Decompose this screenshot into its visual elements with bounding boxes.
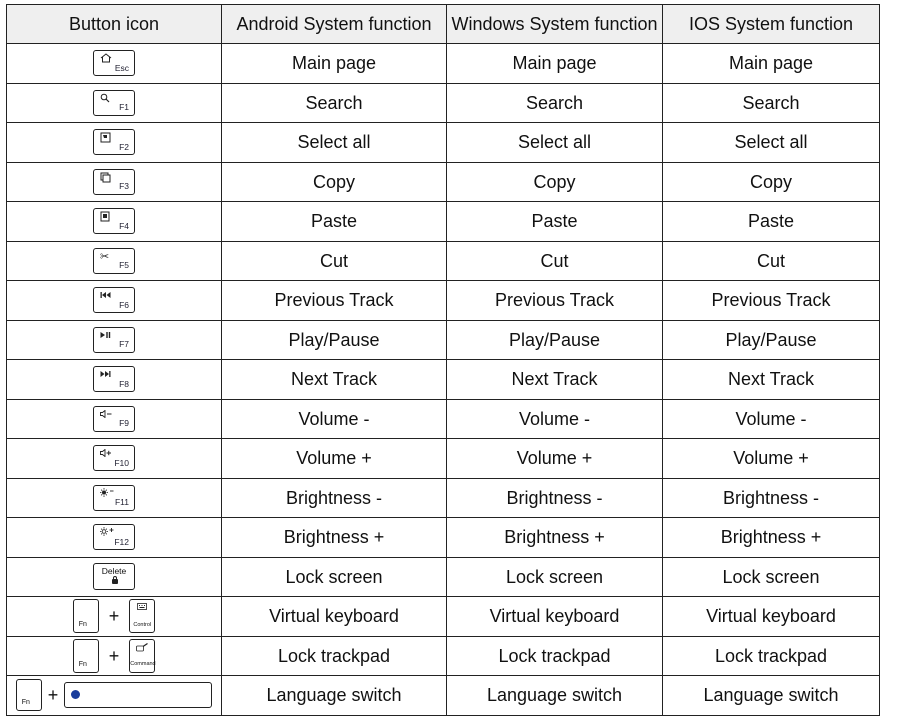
android-function: Next Track xyxy=(222,360,447,400)
key-cell xyxy=(7,202,222,242)
windows-function: Main page xyxy=(447,44,663,84)
ios-function: Previous Track xyxy=(663,281,880,321)
android-function: Lock screen xyxy=(222,557,447,597)
table-row xyxy=(7,44,880,84)
table-row xyxy=(7,83,880,123)
windows-function: Lock screen xyxy=(447,557,663,597)
android-function: Language switch xyxy=(222,676,447,716)
scissors-icon: ✂ xyxy=(100,249,110,263)
key-label: Fn xyxy=(78,660,87,668)
android-function: Volume + xyxy=(222,439,447,479)
android-function: Search xyxy=(222,83,447,123)
plus-sign: + xyxy=(108,606,120,627)
next-track-icon xyxy=(100,369,111,380)
key-cell xyxy=(7,557,222,597)
windows-function: Volume + xyxy=(447,439,663,479)
key-cell xyxy=(7,320,222,360)
search-icon xyxy=(100,93,110,105)
windows-function: Brightness - xyxy=(447,478,663,518)
windows-function: Copy xyxy=(447,162,663,202)
key-label: Delete xyxy=(101,566,127,577)
plus-sign: + xyxy=(108,645,120,666)
android-function: Previous Track xyxy=(222,281,447,321)
lock-icon xyxy=(112,579,118,584)
fn-key xyxy=(16,679,42,711)
key-label: F11 xyxy=(114,497,129,508)
table-row xyxy=(7,676,880,716)
table-row xyxy=(7,320,880,360)
android-function: Cut xyxy=(222,241,447,281)
key-label: Fn xyxy=(21,699,30,707)
table-row xyxy=(7,439,880,479)
header-windows: Windows System function xyxy=(447,5,663,44)
android-function: Paste xyxy=(222,202,447,242)
fn-key xyxy=(73,599,99,633)
ios-function: Brightness - xyxy=(663,478,880,518)
ios-function: Brightness + xyxy=(663,518,880,558)
copy-icon xyxy=(100,172,111,185)
brightness-up-icon xyxy=(100,527,114,538)
windows-function: Paste xyxy=(447,202,663,242)
key-label: F1 xyxy=(119,102,129,113)
header-ios: IOS System function xyxy=(663,5,880,44)
windows-function: Virtual keyboard xyxy=(447,597,663,637)
f6-key xyxy=(93,287,135,313)
table-row xyxy=(7,399,880,439)
ios-function: Volume - xyxy=(663,399,880,439)
esc-key xyxy=(93,50,135,76)
key-cell xyxy=(7,44,222,84)
windows-function: Previous Track xyxy=(447,281,663,321)
key-cell xyxy=(7,83,222,123)
globe-icon xyxy=(71,690,80,699)
windows-function: Language switch xyxy=(447,676,663,716)
table-row xyxy=(7,202,880,242)
volume-down-icon xyxy=(100,409,112,420)
key-combo xyxy=(16,679,213,711)
trackpad-icon xyxy=(130,643,154,655)
delete-key xyxy=(93,563,135,590)
header-row xyxy=(7,5,880,44)
f11-key xyxy=(93,485,135,511)
windows-function: Search xyxy=(447,83,663,123)
fn-key xyxy=(73,639,99,673)
play-pause-icon xyxy=(100,330,111,341)
ios-function: Next Track xyxy=(663,360,880,400)
table-row xyxy=(7,557,880,597)
table-row xyxy=(7,518,880,558)
key-label: Fn xyxy=(78,621,87,629)
key-cell xyxy=(7,162,222,202)
ios-function: Lock screen xyxy=(663,557,880,597)
f1-key xyxy=(93,90,135,116)
ios-function: Cut xyxy=(663,241,880,281)
f12-key xyxy=(93,524,135,550)
f7-key xyxy=(93,327,135,353)
key-label: F12 xyxy=(114,536,129,547)
header-android: Android System function xyxy=(222,5,447,44)
key-cell xyxy=(7,597,222,637)
table-row xyxy=(7,123,880,163)
ios-function: Copy xyxy=(663,162,880,202)
plus-sign: + xyxy=(47,685,59,706)
table-row xyxy=(7,360,880,400)
key-label: F6 xyxy=(119,299,129,310)
ios-function: Language switch xyxy=(663,676,880,716)
header-button-icon: Button icon xyxy=(7,5,222,44)
f5-key xyxy=(93,248,135,274)
key-cell xyxy=(7,399,222,439)
select-all-icon xyxy=(100,132,111,145)
command-key xyxy=(129,639,155,673)
ios-function: Main page xyxy=(663,44,880,84)
key-label: F10 xyxy=(114,457,129,468)
key-combo xyxy=(73,599,156,633)
f8-key xyxy=(93,366,135,392)
f9-key xyxy=(93,406,135,432)
f10-key xyxy=(93,445,135,471)
ios-function: Paste xyxy=(663,202,880,242)
table-row xyxy=(7,636,880,676)
key-label: F7 xyxy=(119,339,129,350)
android-function: Brightness - xyxy=(222,478,447,518)
ios-function: Play/Pause xyxy=(663,320,880,360)
brightness-down-icon xyxy=(100,488,114,499)
f4-key xyxy=(93,208,135,234)
table-row xyxy=(7,241,880,281)
key-label: F5 xyxy=(119,260,129,271)
android-function: Volume - xyxy=(222,399,447,439)
key-cell xyxy=(7,241,222,281)
android-function: Select all xyxy=(222,123,447,163)
windows-function: Volume - xyxy=(447,399,663,439)
table-row xyxy=(7,281,880,321)
key-label: Esc xyxy=(114,62,129,73)
ios-function: Select all xyxy=(663,123,880,163)
android-function: Virtual keyboard xyxy=(222,597,447,637)
windows-function: Select all xyxy=(447,123,663,163)
android-function: Copy xyxy=(222,162,447,202)
ios-function: Volume + xyxy=(663,439,880,479)
table-row xyxy=(7,162,880,202)
windows-function: Brightness + xyxy=(447,518,663,558)
ios-function: Virtual keyboard xyxy=(663,597,880,637)
paste-icon xyxy=(100,211,111,224)
windows-function: Next Track xyxy=(447,360,663,400)
key-label: Command xyxy=(130,661,156,668)
ios-function: Search xyxy=(663,83,880,123)
control-key xyxy=(129,599,155,633)
keyboard-icon xyxy=(130,603,154,613)
f3-key xyxy=(93,169,135,195)
shortcut-table xyxy=(6,4,880,716)
key-label: F8 xyxy=(119,378,129,389)
android-function: Lock trackpad xyxy=(222,636,447,676)
key-label: F9 xyxy=(119,418,129,429)
home-icon xyxy=(100,53,112,65)
android-function: Main page xyxy=(222,44,447,84)
table-row xyxy=(7,478,880,518)
android-function: Brightness + xyxy=(222,518,447,558)
windows-function: Lock trackpad xyxy=(447,636,663,676)
table-row xyxy=(7,597,880,637)
key-label: F2 xyxy=(119,141,129,152)
key-cell xyxy=(7,518,222,558)
f2-key xyxy=(93,129,135,155)
key-cell xyxy=(7,281,222,321)
shortcut-table-wrapper xyxy=(6,4,880,716)
windows-function: Cut xyxy=(447,241,663,281)
ios-function: Lock trackpad xyxy=(663,636,880,676)
volume-up-icon xyxy=(100,448,112,459)
android-function: Play/Pause xyxy=(222,320,447,360)
windows-function: Play/Pause xyxy=(447,320,663,360)
previous-track-icon xyxy=(100,290,111,301)
key-cell xyxy=(7,636,222,676)
key-label: F4 xyxy=(119,220,129,231)
key-cell xyxy=(7,439,222,479)
key-label: Control xyxy=(133,621,152,628)
key-cell xyxy=(7,123,222,163)
key-cell xyxy=(7,676,222,716)
key-cell xyxy=(7,360,222,400)
key-combo xyxy=(73,639,156,673)
space-key xyxy=(64,682,212,708)
key-cell xyxy=(7,478,222,518)
key-label: F3 xyxy=(119,181,129,192)
